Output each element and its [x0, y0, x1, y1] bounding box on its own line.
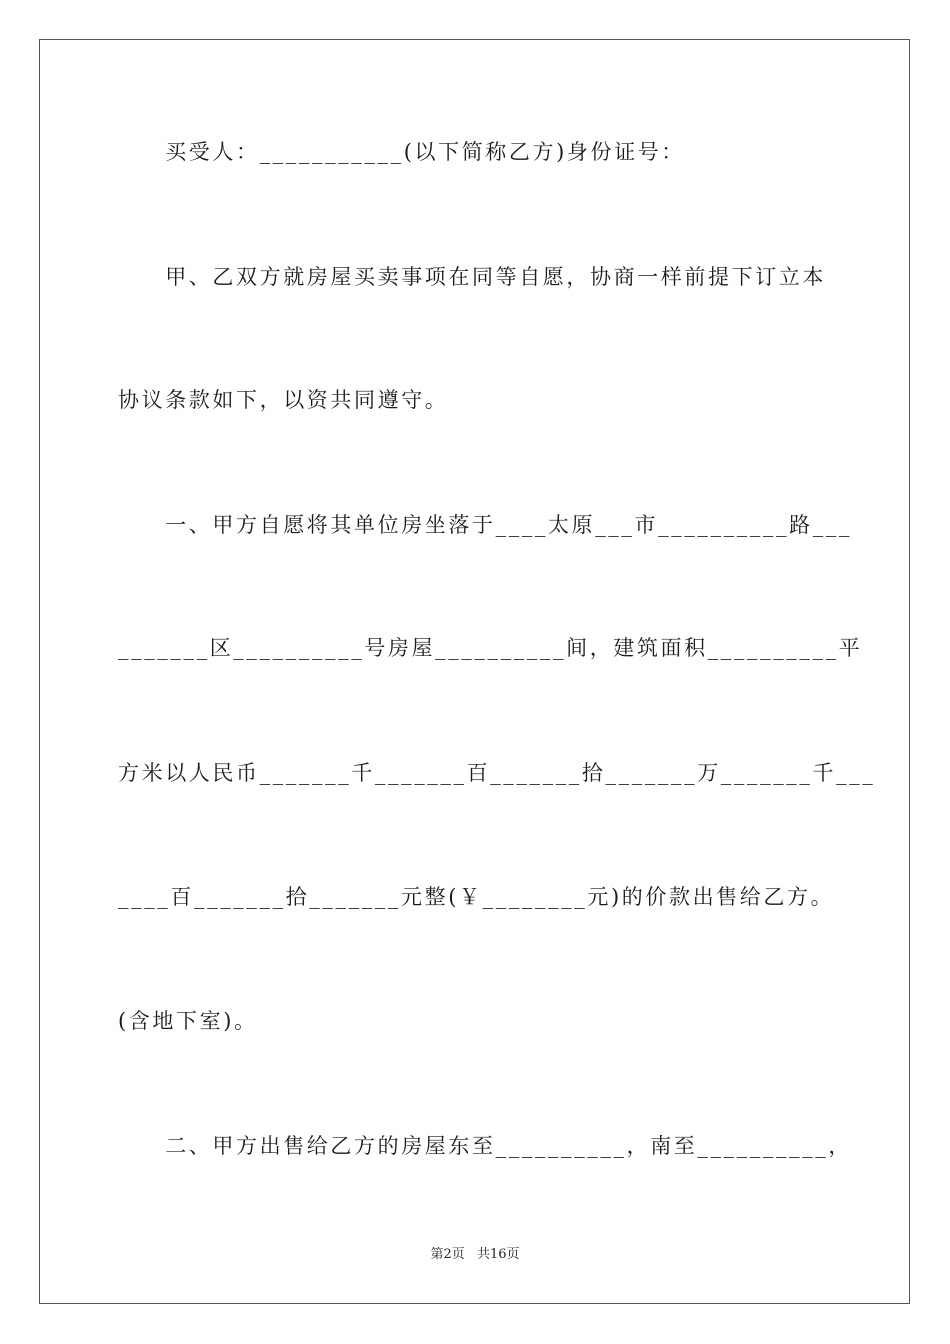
text-line-clause-1-b: _______区__________号房屋__________间，建筑面积__________平: [118, 636, 863, 660]
text-line-preamble-1: 甲、乙双方就房屋买卖事项在同等自愿，协商一样前提下订立本: [118, 265, 826, 289]
text-line-clause-1-d: ____百_______拾_______元整(￥________元)的价款出售给乙方。: [118, 885, 835, 909]
text-line-clause-1-a: 一、甲方自愿将其单位房坐落于____太原___市__________路___: [118, 513, 852, 537]
text-line-clause-1-e: (含地下室)。: [118, 1009, 258, 1033]
text-line-preamble-2: 协议条款如下，以资共同遵守。: [118, 388, 449, 412]
page-footer: [0, 1246, 950, 1264]
page-number: 第2页: [430, 1247, 465, 1262]
page-total: 共16页: [476, 1247, 520, 1262]
page-border: [39, 39, 910, 1304]
text-line-buyer: 买受人：___________(以下简称乙方)身份证号：: [118, 140, 685, 164]
text-line-clause-1-c: 方米以人民币_______千_______百_______拾_______万_______千___: [118, 761, 876, 785]
text-line-clause-2-a: 二、甲方出售给乙方的房屋东至__________，南至__________，: [118, 1134, 852, 1158]
